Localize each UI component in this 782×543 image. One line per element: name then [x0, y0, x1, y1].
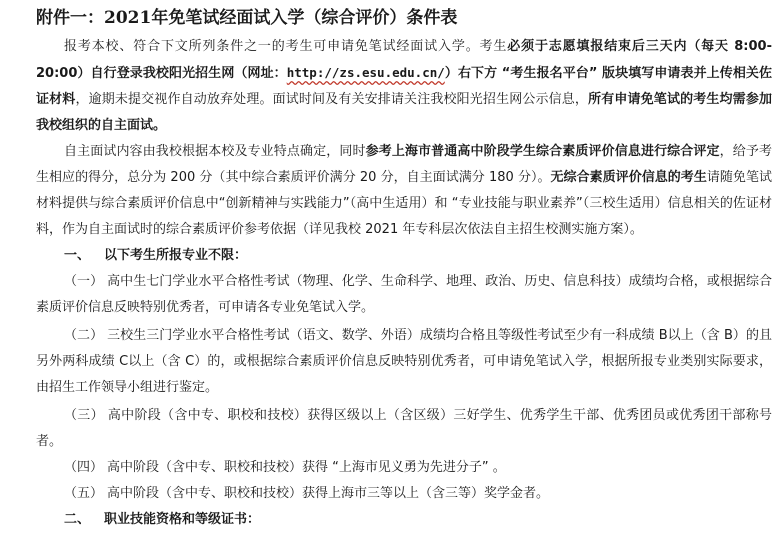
list-item-number: （四）: [64, 460, 104, 475]
list-item-text: 高中生七门学业水平合格性考试（物理、化学、生命科学、地理、政治、历史、信息科技）成绩均合格，或根据综合素质评价信息反映特别优秀者，可申请各专业免笔试入学。: [36, 274, 772, 315]
p2-text-3: 请随免笔试材料提供与综合素质评价信息中“创新精神与实践能力”（高中生适用）和 “专业技能与职业素养”（三校生适用）信息相关的佐证材料，作为自主面试时的综合素质评价参考依据（详见我校 2021 年专科层次依法自主招生校测实施方案）。: [36, 170, 772, 237]
section-heading-1: [36, 243, 772, 269]
list-item-text: 高中阶段（含中专、职校和技校）获得区级以上（含区级）三好学生、优秀学生干部、优秀团员或优秀团干部称号者。: [36, 408, 772, 449]
p1-text-1: 报考本校、符合下文所列条件之一的考生可申请免笔试经面试入学。考生: [64, 39, 508, 54]
list-item-text: 高中阶段（含中专、职校和技校）获得上海市三等以上（含三等）奖学金者。: [107, 486, 550, 501]
section-2-label: 职业技能资格和等级证书：: [104, 512, 261, 527]
list-item-number: （二）: [64, 328, 104, 343]
list-item-number: （五）: [64, 486, 104, 501]
p2-text-2: ，给予考生相应的得分，总分为 200 分（其中综合素质评价满分 20 分，自主面试满分 180 分）。: [36, 144, 772, 185]
p1-bold-3: 所有申请免笔试的考生均需参加我校组织的自主面试。: [36, 92, 772, 133]
p1-text-2: ，逾期未提交视作自动放弃处理。面试时间及有关安排请关注我校阳光招生网公示信息，: [75, 92, 589, 107]
list-item-number: （一）: [64, 274, 104, 289]
paragraph-interview: [36, 139, 772, 243]
section-1-number: 一、: [64, 248, 91, 263]
section-2-number: 二、: [64, 512, 91, 527]
list-item: [36, 323, 772, 401]
p2-bold-1: 参考上海市普通高中阶段学生综合素质评价信息进行综合评定: [365, 144, 720, 159]
p1-bold-1: 必须于志愿填报结束后三天内（每天 8:00-20:00）自行登录我校阳光招生网（网址：: [36, 39, 772, 81]
p2-bold-2: 无综合素质评价信息的考生: [550, 170, 707, 185]
section-heading-2: [36, 507, 772, 533]
admission-website-link[interactable]: http://zs.esu.edu.cn/: [286, 65, 445, 80]
paragraph-application: [36, 34, 772, 139]
list-item: [36, 269, 772, 321]
document-title: 附件一：2021年免笔试经面试入学（综合评价）条件表: [36, 8, 458, 28]
list-item: [36, 403, 772, 455]
list-item: [36, 455, 772, 481]
list-item-number: （三）: [64, 408, 104, 423]
p1-bold-2: ）右下方 “考生报名平台” 版块填写申请表并上传相关佐证材料: [36, 66, 772, 107]
list-item-text: 三校生三门学业水平合格性考试（语文、数学、外语）成绩均合格且等级性考试至少有一科成绩 B以上（含 B）的且另外两科成绩 C以上（含 C）的，或根据综合素质评价信息反映特别优秀者，可申请免笔试入学，根据所报专业类别实际要求，由招生工作领导小组进行鉴定。: [36, 328, 772, 395]
list-item-text: 高中阶段（含中专、职校和技校）获得 “上海市见义勇为先进分子” 。: [107, 460, 506, 475]
p2-text-1: 自主面试内容由我校根据本校及专业特点确定，同时: [64, 144, 366, 159]
section-1-label: 以下考生所报专业不限：: [104, 248, 248, 263]
list-item: [36, 481, 772, 507]
